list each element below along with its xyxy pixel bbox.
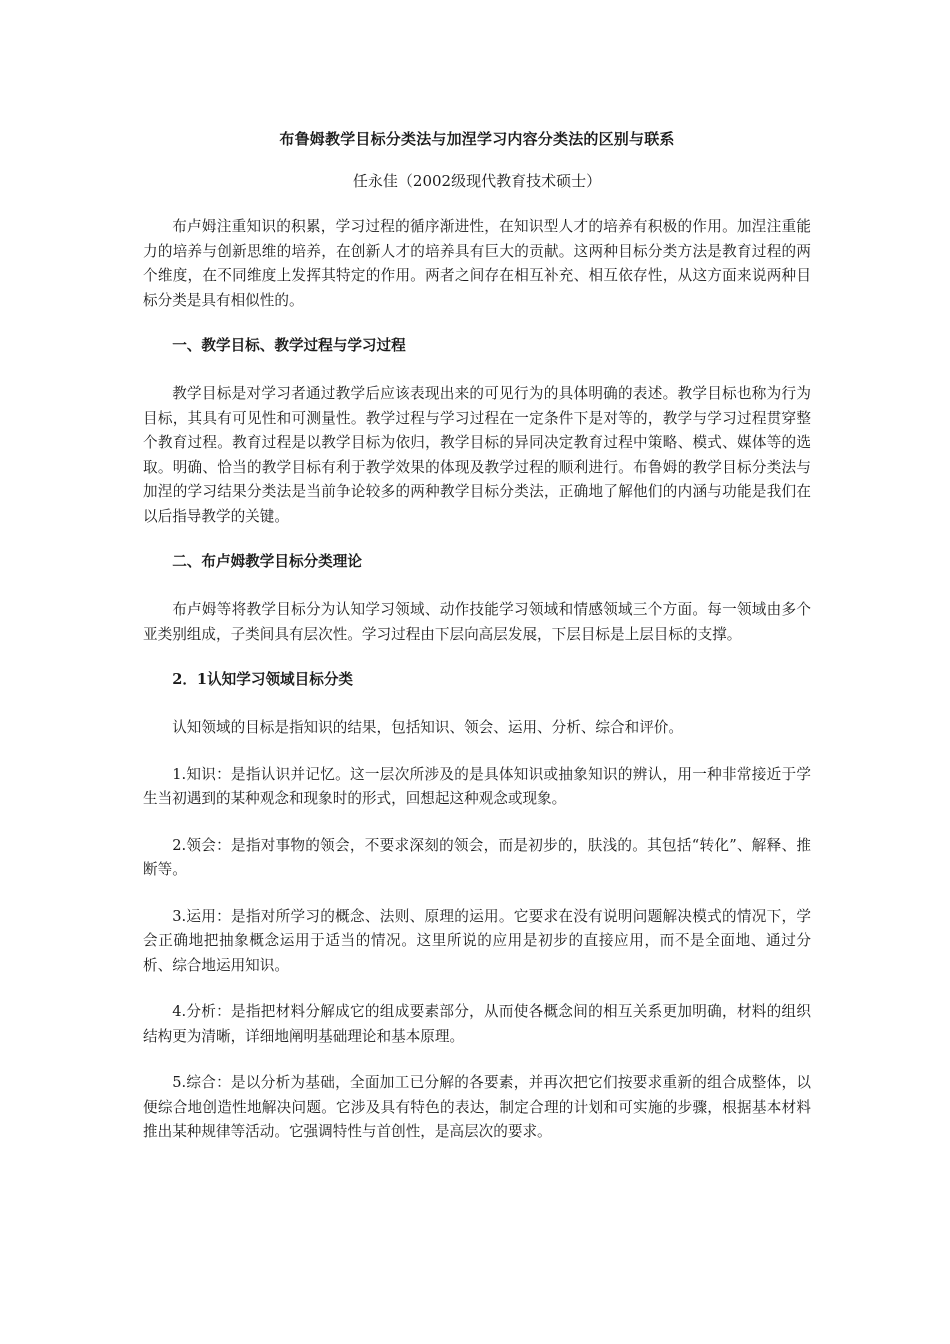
list-item-synthesis: 5.综合：是以分析为基础，全面加工已分解的各要素，并再次把它们按要求重新的组合成整体，以便综合地创造性地解决问题。它涉及具有特色的表达，制定合理的计划和可实施的步骤，根据基本材料推出某种规律等活动。它强调特性与首创性，是高层次的要求。 — [143, 1074, 811, 1140]
list-item-analysis: 4.分析：是指把材料分解成它的组成要素部分，从而使各概念间的相互关系更加明确，材料的组织结构更为清晰，详细地阐明基础理论和基本原理。 — [143, 1003, 811, 1045]
section-1-paragraph: 教学目标是对学习者通过教学后应该表现出来的可见行为的具体明确的表述。教学目标也称为行为目标，其具有可见性和可测量性。教学过程与学习过程在一定条件下是对等的，教学与学习过程贯穿整个教育过程。教育过程是以教学目标为依归，教学目标的异同决定教育过程中策略、模式、媒体等的选取。明确、恰当的教学目标有利于教学效果的体现及教学过程的顺利进行。布鲁姆的教学目标分类法与加涅的学习结果分类法是当前争论较多的两种教学目标分类法，正确地了解他们的内涵与功能是我们在以后指导教学的关键。 — [143, 385, 811, 525]
list-item-knowledge: 1.知识：是指认识并记忆。这一层次所涉及的是具体知识或抽象知识的辨认，用一种非常接近于学生当初遇到的某种观念和现象时的形式，回想起这种观念或现象。 — [143, 765, 811, 807]
section-heading-2-1: 2．1认知学习领域目标分类 — [172, 671, 354, 688]
section-2-1-intro: 认知领域的目标是指知识的结果，包括知识、领会、运用、分析、综合和评价。 — [172, 719, 683, 736]
document-author: 任永佳（2002级现代教育技术硕士） — [352, 172, 602, 190]
list-item-comprehension: 2.领会：是指对事物的领会，不要求深刻的领会，而是初步的，肤浅的。其包括“转化”、解释、推断等。 — [143, 836, 811, 878]
section-heading-2: 二、布卢姆教学目标分类理论 — [172, 553, 362, 570]
document-title: 布鲁姆教学目标分类法与加涅学习内容分类法的区别与联系 — [279, 130, 675, 148]
document-page — [143, 128, 811, 1167]
section-heading-1: 一、教学目标、教学过程与学习过程 — [172, 337, 406, 354]
list-item-application: 3.运用：是指对所学习的概念、法则、原理的运用。它要求在没有说明问题解决模式的情况下，学会正确地把抽象概念运用于适当的情况。这里所说的应用是初步的直接应用，而不是全面地、通过分析、综合地运用知识。 — [143, 907, 811, 974]
section-2-paragraph: 布卢姆等将教学目标分为认知学习领域、动作技能学习领域和情感领域三个方面。每一领域由多个亚类别组成，子类间具有层次性。学习过程由下层向高层发展，下层目标是上层目标的支撑。 — [143, 601, 811, 643]
intro-paragraph: 布卢姆注重知识的积累，学习过程的循序渐进性，在知识型人才的培养有积极的作用。加涅注重能力的培养与创新思维的培养，在创新人才的培养具有巨大的贡献。这两种目标分类方法是教育过程的两个维度，在不同维度上发挥其特定的作用。两者之间存在相互补充、相互依存性，从这方面来说两种目标分类是具有相似性的。 — [143, 218, 811, 309]
